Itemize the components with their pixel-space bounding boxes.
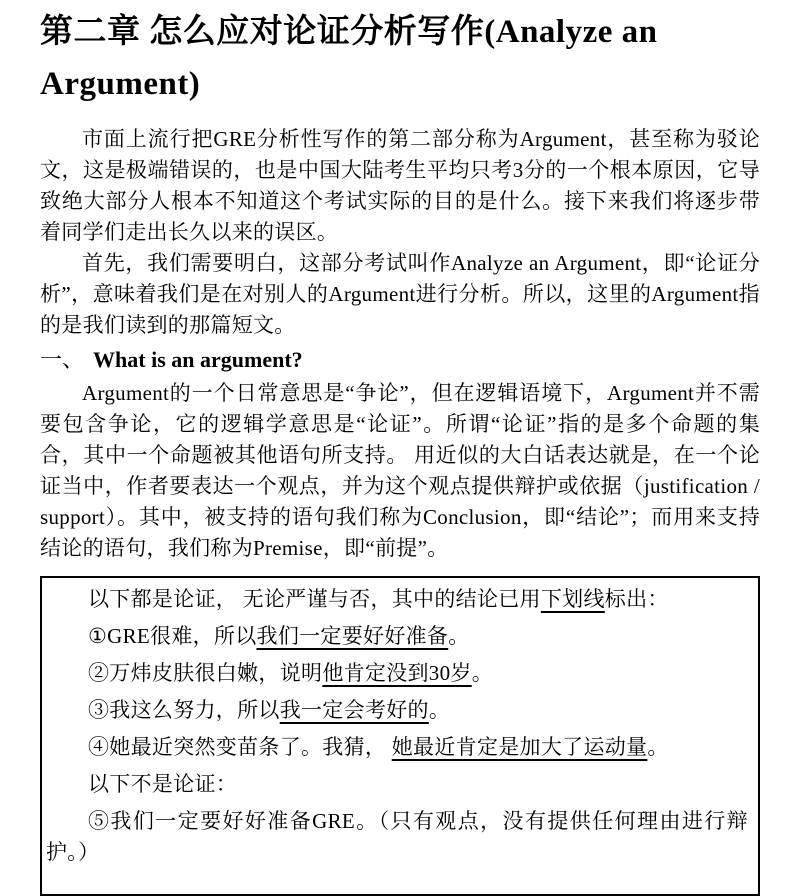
example-3-end: 。 xyxy=(428,698,451,722)
non-argument-label: 以下不是论证： xyxy=(88,772,238,796)
intro-pre-text: 以下都是论证， 无论严谨与否，其中的结论已用 xyxy=(88,587,541,611)
example-item-2 xyxy=(46,658,748,689)
example-box-intro xyxy=(46,584,748,615)
example-1-end: 。 xyxy=(448,624,470,648)
paragraph-misconception: 市面上流行把GRE分析性写作的第二部分称为Argument，甚至称为驳论文，这是极端错误的，也是中国大陆考生平均只考3分的一个根本原因，它导致绝大部分人根本不知道这个考试实际的目的是什么。接下来我们将逐步带着同学们走出长久以来的误区。 xyxy=(40,127,760,244)
section-heading xyxy=(40,344,760,376)
section-heading-text: What is an argument? xyxy=(93,347,303,372)
example-item-1 xyxy=(46,621,748,652)
example-1-conclusion-underlined: 我们一定要好好准备 xyxy=(256,624,449,648)
intro-post-text: 标出： xyxy=(604,587,669,611)
example-item-4 xyxy=(46,732,748,763)
example-3-premise: ③我这么努力，所以 xyxy=(88,698,280,722)
example-2-end: 。 xyxy=(471,661,494,685)
example-box xyxy=(40,576,760,896)
example-3-conclusion-underlined: 我一定会考好的 xyxy=(279,698,429,722)
non-argument-example: ⑤我们一定要好好准备GRE。（只有观点，没有提供任何理由进行辩护。） xyxy=(46,809,748,864)
example-4-conclusion-underlined: 她最近肯定是加大了运动量 xyxy=(391,735,648,759)
intro-underlined-text: 下划线 xyxy=(540,587,605,611)
example-2-premise: ②万炜皮肤很白嫩，说明 xyxy=(88,661,323,685)
example-1-premise: ①GRE很难，所以 xyxy=(88,624,257,648)
chapter-title: 第二章 怎么应对论证分析写作(Analyze an Argument) xyxy=(40,14,658,102)
paragraph-analyze-an-argument: 首先，我们需要明白，这部分考试叫作Analyze an Argument，即“论证分析”，意味着我们是在对别人的Argument进行分析。所以，这里的Argument指的是我们读到的那篇短文。 xyxy=(40,251,760,337)
example-2-conclusion-underlined: 他肯定没到30岁 xyxy=(322,661,472,685)
example-item-3 xyxy=(46,695,748,726)
section-number: 一、 xyxy=(40,347,85,372)
example-4-end: 。 xyxy=(647,735,669,759)
example-4-premise: ④她最近突然变苗条了。我猜， xyxy=(88,735,392,759)
paragraph-argument-definition: Argument的一个日常意思是“争论”，但在逻辑语境下，Argument并不需要包含争论，它的逻辑学意思是“论证”。所谓“论证”指的是多个命题的集合，其中一个命题被其他语句所支持。 用近似的大白话表达就是，在一个论证当中，作者要表达一个观点，并为这个观点提供辩护或依据（justification / support）。其中，被支持的语句我们称为Conclusion，即“结论”；而用来支持结论的语句，我们称为Premise，即“前提”。 xyxy=(40,381,760,560)
